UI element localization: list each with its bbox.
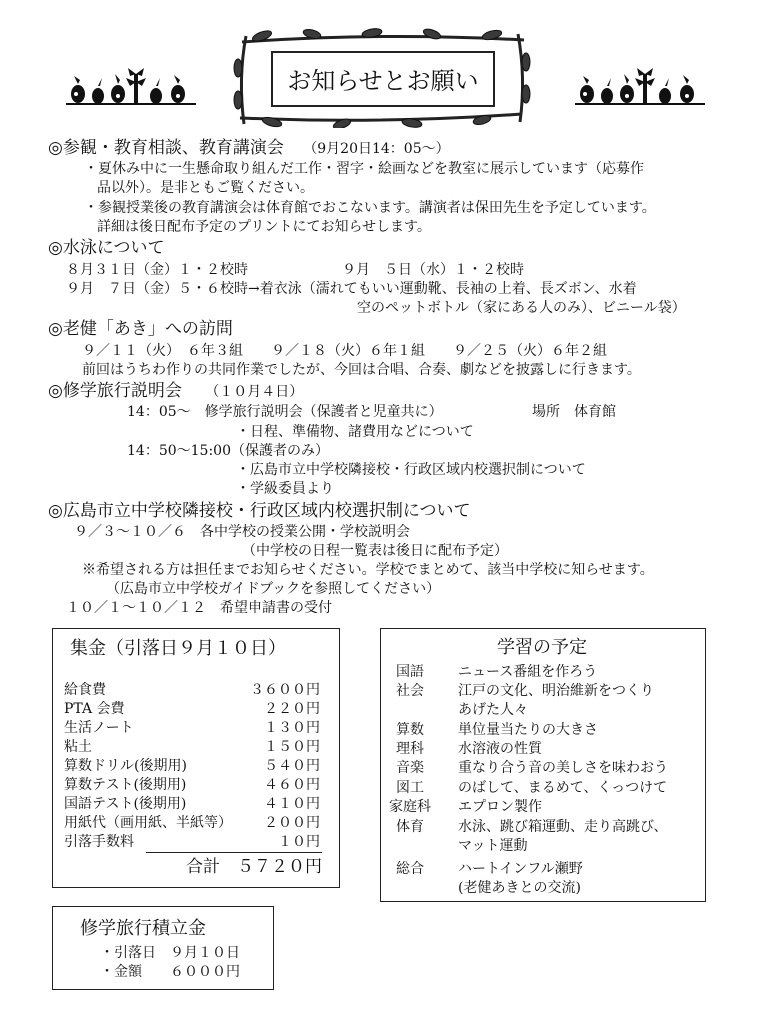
text-line: ・日程、準備物、諸費用などについて bbox=[236, 424, 474, 440]
collection-item-amount: ２２０円 bbox=[264, 701, 320, 717]
text-line: 品以外）。是非ともご覧ください。 bbox=[97, 180, 314, 196]
collection-item-label: 用紙代（画用紙、半紙等） bbox=[64, 815, 232, 831]
section-heading-trip-briefing bbox=[48, 381, 303, 402]
section-date: （9月20日14：05～） bbox=[303, 141, 450, 157]
schedule-subject: 総合 bbox=[396, 861, 424, 877]
total-divider bbox=[146, 852, 322, 853]
collection-item-label: 給食費 bbox=[64, 682, 106, 698]
collection-item-label: 国語テスト(後期用) bbox=[64, 796, 187, 812]
collection-item-amount: １３０円 bbox=[264, 720, 320, 736]
collection-title: 集金（引落日９月１０日） bbox=[70, 638, 286, 659]
text-line: （中学校の日程一覧表は後日に配布予定） bbox=[242, 543, 508, 559]
schedule-content: ニュース番組を作ろう bbox=[458, 664, 598, 680]
plant-border-right-icon bbox=[575, 66, 705, 106]
collection-item-amount: １５０円 bbox=[264, 739, 320, 755]
schedule-content: 重なり合う音の美しさを味わおう bbox=[458, 760, 668, 776]
collection-item-label: 算数テスト(後期用) bbox=[64, 777, 187, 793]
text-line: ９／３～１０／６ 各中学校の授業公開・学校説明会 bbox=[74, 524, 410, 540]
section-heading-swimming: ◎水泳について bbox=[48, 238, 165, 258]
savings-title: 修学旅行積立金 bbox=[80, 918, 206, 939]
collection-item-amount: ３６００円 bbox=[250, 682, 320, 698]
schedule-content: 水泳、跳び箱運動、走り高跳び、 bbox=[458, 819, 668, 835]
section-heading-elderly-visit: ◎老健「あき」への訪問 bbox=[48, 319, 233, 339]
collection-total: 合計 ５７２０円 bbox=[186, 857, 322, 877]
text-line: 14：05～ 修学旅行説明会（保護者と児童共に） bbox=[127, 404, 443, 420]
schedule-subject: 理科 bbox=[396, 741, 424, 757]
collection-item-amount: ４６０円 bbox=[264, 777, 320, 793]
plant-border-left-icon bbox=[66, 66, 196, 106]
section-heading-text: ◎修学旅行説明会 bbox=[48, 381, 182, 401]
schedule-subject: 算数 bbox=[396, 722, 424, 738]
text-line: ※希望される方は担任までお知らせください。学校でまとめて、該当中学校に知らせます。 bbox=[82, 562, 654, 578]
collection-item-amount: ４１０円 bbox=[264, 796, 320, 812]
schedule-content: のばして、まるめて、くっつけて bbox=[458, 780, 668, 796]
section-heading-school-choice: ◎広島市立中学校隣接校・行政区域内校選択制について bbox=[48, 501, 471, 521]
schedule-subject: 体育 bbox=[396, 819, 424, 835]
schedule-content: ハートインフル瀬野 bbox=[458, 861, 583, 877]
text-line: ９月 ７日（金）５・６校時→着衣泳（濡れてもいい運動靴、長袖の上着、長ズボン、水着 bbox=[66, 281, 637, 297]
text-line: 詳細は後日配布予定のプリントにてお知らせします。 bbox=[97, 219, 431, 235]
text-line: 空のペットボトル（家にある人のみ）、ビニール袋） bbox=[357, 300, 686, 316]
collection-item-amount: １０円 bbox=[278, 834, 320, 850]
schedule-title: 学習の予定 bbox=[497, 637, 587, 658]
schedule-content: 単位量当たりの大きさ bbox=[458, 722, 598, 738]
schedule-subject: 国語 bbox=[396, 664, 424, 680]
schedule-content: マット運動 bbox=[458, 838, 528, 854]
collection-item-label: 算数ドリル(後期用) bbox=[64, 758, 187, 774]
text-line: （広島市立中学校ガイドブックを参照してください） bbox=[106, 581, 441, 597]
text-line: 前回はうちわ作りの共同作業でしたが、今回は合唱、合奏、劇などを披露しに行きます。 bbox=[82, 362, 641, 378]
schedule-subject: 図工 bbox=[396, 780, 424, 796]
text-line: 場所 体育館 bbox=[532, 404, 616, 420]
collection-item-amount: ２００円 bbox=[264, 815, 320, 831]
collection-item-label: 生活ノート bbox=[64, 720, 134, 736]
schedule-content: 水溶液の性質 bbox=[458, 741, 542, 757]
text-line: ・学級委員より bbox=[236, 481, 334, 497]
schedule-content: (老健あきとの交流) bbox=[458, 880, 581, 896]
schedule-subject: 家庭科 bbox=[389, 799, 431, 815]
section-heading-visit bbox=[48, 138, 450, 159]
schedule-subject: 音楽 bbox=[396, 760, 424, 776]
text-line: 14：50～15:00（保護者のみ） bbox=[127, 443, 329, 459]
text-line: ・広島市立中学校隣接校・行政区域内校選択制について bbox=[236, 462, 586, 478]
section-date: （１０月４日） bbox=[205, 384, 304, 400]
text-line: ・夏休み中に一生懸命取り組んだ工作・習字・絵画などを教室に展示しています（応募作 bbox=[84, 161, 644, 177]
text-line: １０／１～１０／１２ 希望申請書の受付 bbox=[66, 600, 332, 616]
text-line: ９月 ５日（水）１・２校時 bbox=[342, 262, 524, 278]
page-title: お知らせとお願い bbox=[287, 67, 479, 95]
schedule-subject: 社会 bbox=[396, 683, 424, 699]
collection-item-amount: ５４０円 bbox=[264, 758, 320, 774]
text-line: ・参観授業後の教育講演会は体育館でおこないます。講演者は保田先生を予定しています。 bbox=[84, 200, 656, 216]
schedule-content: あげた人々 bbox=[458, 702, 528, 718]
text-line: ８月３１日（金）１・２校時 bbox=[66, 262, 248, 278]
savings-line: ・引落日 ９月１０日 bbox=[100, 945, 240, 961]
section-heading-text: ◎参観・教育相談、教育講演会 bbox=[48, 138, 284, 158]
savings-line: ・金額 ６０００円 bbox=[100, 964, 240, 980]
schedule-content: 江戸の文化、明治維新をつくり bbox=[458, 683, 654, 699]
schedule-content: エプロン製作 bbox=[458, 799, 542, 815]
collection-item-label: 粘土 bbox=[64, 739, 92, 755]
text-line: ９／１１（火） ６年３組 ９／１８（火）６年１組 ９／２５（火）６年２組 bbox=[82, 343, 607, 359]
collection-item-label: PTA 会費 bbox=[64, 701, 125, 717]
collection-item-label: 引落手数料 bbox=[64, 834, 134, 850]
